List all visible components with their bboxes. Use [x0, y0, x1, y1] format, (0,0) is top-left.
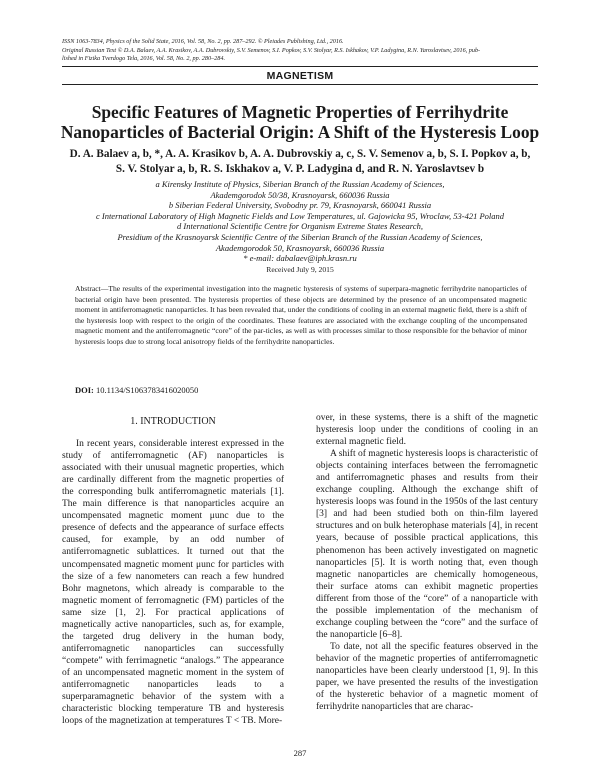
header-line-1: ISSN 1063-7834, Physics of the Solid State, 2016, Vol. 58, No. 2, pp. 287–292. © Pleiades Publishing, Ltd., 2016.: [62, 38, 344, 45]
affiliation-line: Presidium of the Krasnoyarsk Scientific Centre of the Siberian Branch of the Russian Academy of Sciences,: [117, 231, 483, 242]
affiliation-line: c International Laboratory of High Magnetic Fields and Low Temperatures, ul. Gajowicka 95, Wroclaw, 53-421 Poland: [95, 210, 505, 221]
journal-header: [62, 38, 542, 64]
affiliation-line: a Kirensky Institute of Physics, Siberian Branch of the Russian Academy of Sciences,: [155, 179, 445, 189]
doi: [75, 385, 198, 395]
header-line-2: Original Russian Text © D.A. Balaev, A.A. Krasikov, A.A. Dubrovskiy, S.V. Semenov, S.I. Popkov, S.V. Stolyar, R.S. Iskhakov, V.P. Ladygina, R.N. Yaroslavtsev, 2016, pub-: [62, 46, 481, 54]
author-line-1: D. A. Balaev a, b, *, A. A. Krasikov b, A. A. Dubrovskiy a, c, S. V. Semenov a, b, S. I. Popkov a, b,: [69, 148, 531, 160]
section-rule-bottom: [62, 84, 538, 85]
right-column: [316, 412, 538, 713]
section-heading: 1. INTRODUCTION: [130, 416, 216, 427]
author-line-2: S. V. Stolyar a, b, R. S. Iskhakov a, V. P. Ladygina d, and R. N. Yaroslavtsev b: [115, 162, 485, 175]
paragraph: A shift of magnetic hysteresis loops is characteristic of objects containing interfaces between the ferromagnetic and antiferromagnetic phases and results from their exchange coupling. Although the exchange shift of hysteresis loops was found in the 1950s of the last century [3] and had been studied both on thin-film layered structures and on bulk heterophase materials [4], in recent years, because of possible practical applications, this phenomenon has been actively investigated on magnetic nanoparticles [5]. It is worth noting that, even though magnetic nanoparticles are chemically homogeneous, their surface atoms can exhibit magnetic properties different from those of the “core” of a nanoparticle with the possible implementation of the mechanism of exchange coupling between the “core” and the surface of the nanoparticle [6–8].: [316, 449, 538, 640]
paragraph: In recent years, considerable interest expressed in the study of antiferromagnetic (AF) nanoparticles is associated with their unusual magnetic properties, which are cardinally different from the magnetic properties of the corresponding bulk antiferromagnetic materials [1]. The main difference is that nanoparticles acquire an uncompensated magnetic moment μunc due to the presence of defects and the appearance of surface effects caused, for example, by an odd number of antiferromagnetic sublattices. It turned out that the uncompensated magnetic moment μunc for particles with the size of a few nanometers can reach a few hundred Bohr magnetons, which already is comparable to the magnetic moment of ferromagnetic (FM) particles of the same size [1, 2]. For practical applications of magnetically active nanoparticles, such as, for example, the targeted drug delivery in the human body, antiferromagnetic nanoparticles can successfully “compete” with ferrimagnetic “analogs.” The appearance of an uncompensated magnetic moment in the system of antiferromagnetic nanoparticles leads to a superparamagnetic behavior of the system with a characteristic blocking temperature TB and hysteresis loops of the magnetization at temperatures T < TB. More-: [62, 439, 284, 727]
affiliation-line: Akademgorodok 50/38, Krasnoyarsk, 660036 Russia: [210, 189, 390, 200]
affiliations: [30, 179, 570, 264]
paragraph: To date, not all the specific features observed in the behavior of the magnetic properties of antiferromagnetic nanoparticles have been clearly understood [1, 9]. In this paper, we have presented the results of the investigation of the hysteretic behavior of a magnetic moment of ferrihydrite nanoparticles that are charac-: [316, 641, 538, 713]
abstract: Abstract—The results of the experimental investigation into the magnetic hysteresis of systems of superpara-magnetic ferrihydrite nanoparticles of bacterial origin have been presented. The hysteresis properties of these objects are determined by the presence of an uncompensated magnetic moment in antiferromagnetic nanoparticles. It has been revealed that, under the conditions of cooling in an external magnetic field, there is a shift of the hysteresis loop with respect to the origin of the coordinates. These features are associated with the exchange coupling of the uncompensated magnetic moment and the antiferromagnetic “core” of the par-ticles, as well as with processes similar to those responsible for the behavior of minor hysteresis loops due to strong local anisotropy fields of the ferrihydrite nanoparticles.: [75, 284, 527, 346]
paragraph: over, in these systems, there is a shift of the magnetic hysteresis loop under the conditions of cooling in an external magnetic field.: [316, 413, 538, 448]
article-title: Specific Features of Magnetic Properties of Ferrihydrite Nanoparticles of Bacterial Origin: A Shift of the Hysteresis Loop: [60, 102, 540, 142]
page-number: 287: [293, 748, 307, 758]
author-list: [40, 147, 560, 176]
doi-link[interactable]: 10.1134/S1063783416020050: [96, 385, 199, 395]
section-label: MAGNETISM: [266, 70, 334, 82]
section-rule-top: [62, 66, 538, 67]
affiliation-line: Akademgorodok 50, Krasnoyarsk, 660036 Russia: [215, 242, 385, 253]
doi-label: DOI:: [75, 385, 94, 395]
left-column: [62, 414, 284, 727]
header-line-3: lished in Fizika Tverdogo Tela, 2016, Vol. 58, No. 2, pp. 280–284.: [62, 55, 225, 63]
contact-email[interactable]: * e-mail: dabalaev@iph.krasn.ru: [243, 253, 357, 264]
affiliation-line: b Siberian Federal University, Svobodny pr. 79, Krasnoyarsk, 660041 Russia: [168, 200, 432, 211]
received-date: Received July 9, 2015: [266, 265, 334, 274]
affiliation-line: d International Scientific Centre for Organism Extreme States Research,: [177, 221, 423, 232]
